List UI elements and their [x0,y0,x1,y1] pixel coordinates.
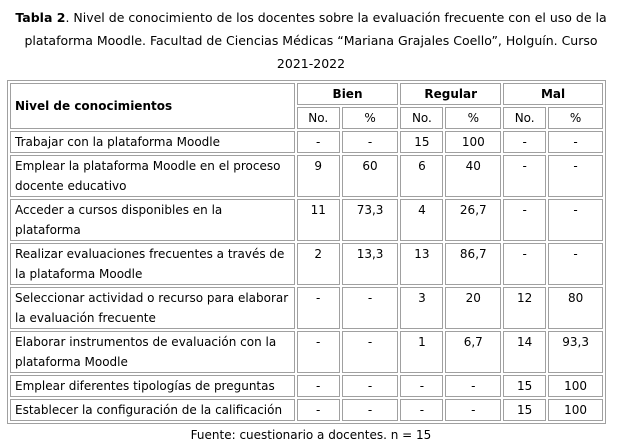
table-cell: - [503,243,546,285]
row-label: Emplear diferentes tipologías de preguntas [10,375,295,397]
table-cell: 100 [548,375,603,397]
subheader-cell: % [445,107,501,129]
table-cell: - [503,131,546,153]
table-cell: 4 [400,199,443,241]
table-cell: 15 [400,131,443,153]
table-body [10,131,603,421]
table-cell: 11 [297,199,340,241]
table-cell: 6 [400,155,443,197]
subheader-cell: % [342,107,399,129]
row-label: Seleccionar actividad o recurso para elaborar la evaluación frecuente [10,287,295,329]
table-cell: 9 [297,155,340,197]
table-row [10,399,603,421]
table-cell: - [342,131,399,153]
group-header-mal: Mal [503,83,603,105]
table-cell: - [503,199,546,241]
table-cell: 15 [503,399,546,421]
table-cell: - [548,131,603,153]
table-footer: Fuente: cuestionario a docentes. n = 15 [190,428,432,442]
table-cell: 80 [548,287,603,329]
table-cell: - [400,375,443,397]
table-cell: - [503,155,546,197]
table-cell: - [297,331,340,373]
table-cell: - [342,399,399,421]
row-label: Establecer la configuración de la calificación [10,399,295,421]
table-cell: - [297,131,340,153]
table-cell: - [548,199,603,241]
subheader-cell: No. [503,107,546,129]
table-row [10,155,603,197]
table-cell: - [342,331,399,373]
subheader-cell: No. [400,107,443,129]
table-cell: 14 [503,331,546,373]
table-row [10,243,603,285]
table-cell: 13 [400,243,443,285]
table-row [10,199,603,241]
table-cell: - [548,155,603,197]
table-cell: 40 [445,155,501,197]
caption-text: . Nivel de conocimiento de los docentes sobre la evaluación frecuente con el uso de la plataforma Moodle. Facultad de Ciencias Médicas “Mariana Grajales Coello”, Holguín. Curso 2021-2022 [24,10,607,71]
table-cell: 26,7 [445,199,501,241]
table-cell: 93,3 [548,331,603,373]
subheader-cell: % [548,107,603,129]
table-cell: - [297,287,340,329]
table-cell: 6,7 [445,331,501,373]
table-cell: 2 [297,243,340,285]
row-label: Trabajar con la plataforma Moodle [10,131,295,153]
table-row [10,287,603,329]
row-label: Emplear la plataforma Moodle en el proceso docente educativo [10,155,295,197]
table-cell: - [297,399,340,421]
table-cell: - [548,243,603,285]
table-row [10,131,603,153]
table-cell: 20 [445,287,501,329]
table-cell: - [400,399,443,421]
table-row [10,331,603,373]
table-cell: - [342,375,399,397]
group-header-regular: Regular [400,83,501,105]
row-label: Acceder a cursos disponibles en la plataforma [10,199,295,241]
table-cell: - [342,287,399,329]
table-cell: 73,3 [342,199,399,241]
table-cell: 100 [548,399,603,421]
knowledge-table [7,80,606,424]
table-cell: - [297,375,340,397]
table-caption [6,6,616,75]
table-cell: 15 [503,375,546,397]
table-cell: - [445,399,501,421]
group-header-bien: Bien [297,83,399,105]
subheader-cell: No. [297,107,340,129]
table-cell: 60 [342,155,399,197]
table-cell: 13,3 [342,243,399,285]
caption-label: Tabla 2 [15,10,66,25]
table-row [10,375,603,397]
table-cell: 1 [400,331,443,373]
table-cell: 3 [400,287,443,329]
table-cell: 12 [503,287,546,329]
row-label: Realizar evaluaciones frecuentes a través de la plataforma Moodle [10,243,295,285]
table-cell: 100 [445,131,501,153]
row-label: Elaborar instrumentos de evaluación con la plataforma Moodle [10,331,295,373]
table-cell: - [445,375,501,397]
table-cell: 86,7 [445,243,501,285]
row-header: Nivel de conocimientos [10,83,295,129]
